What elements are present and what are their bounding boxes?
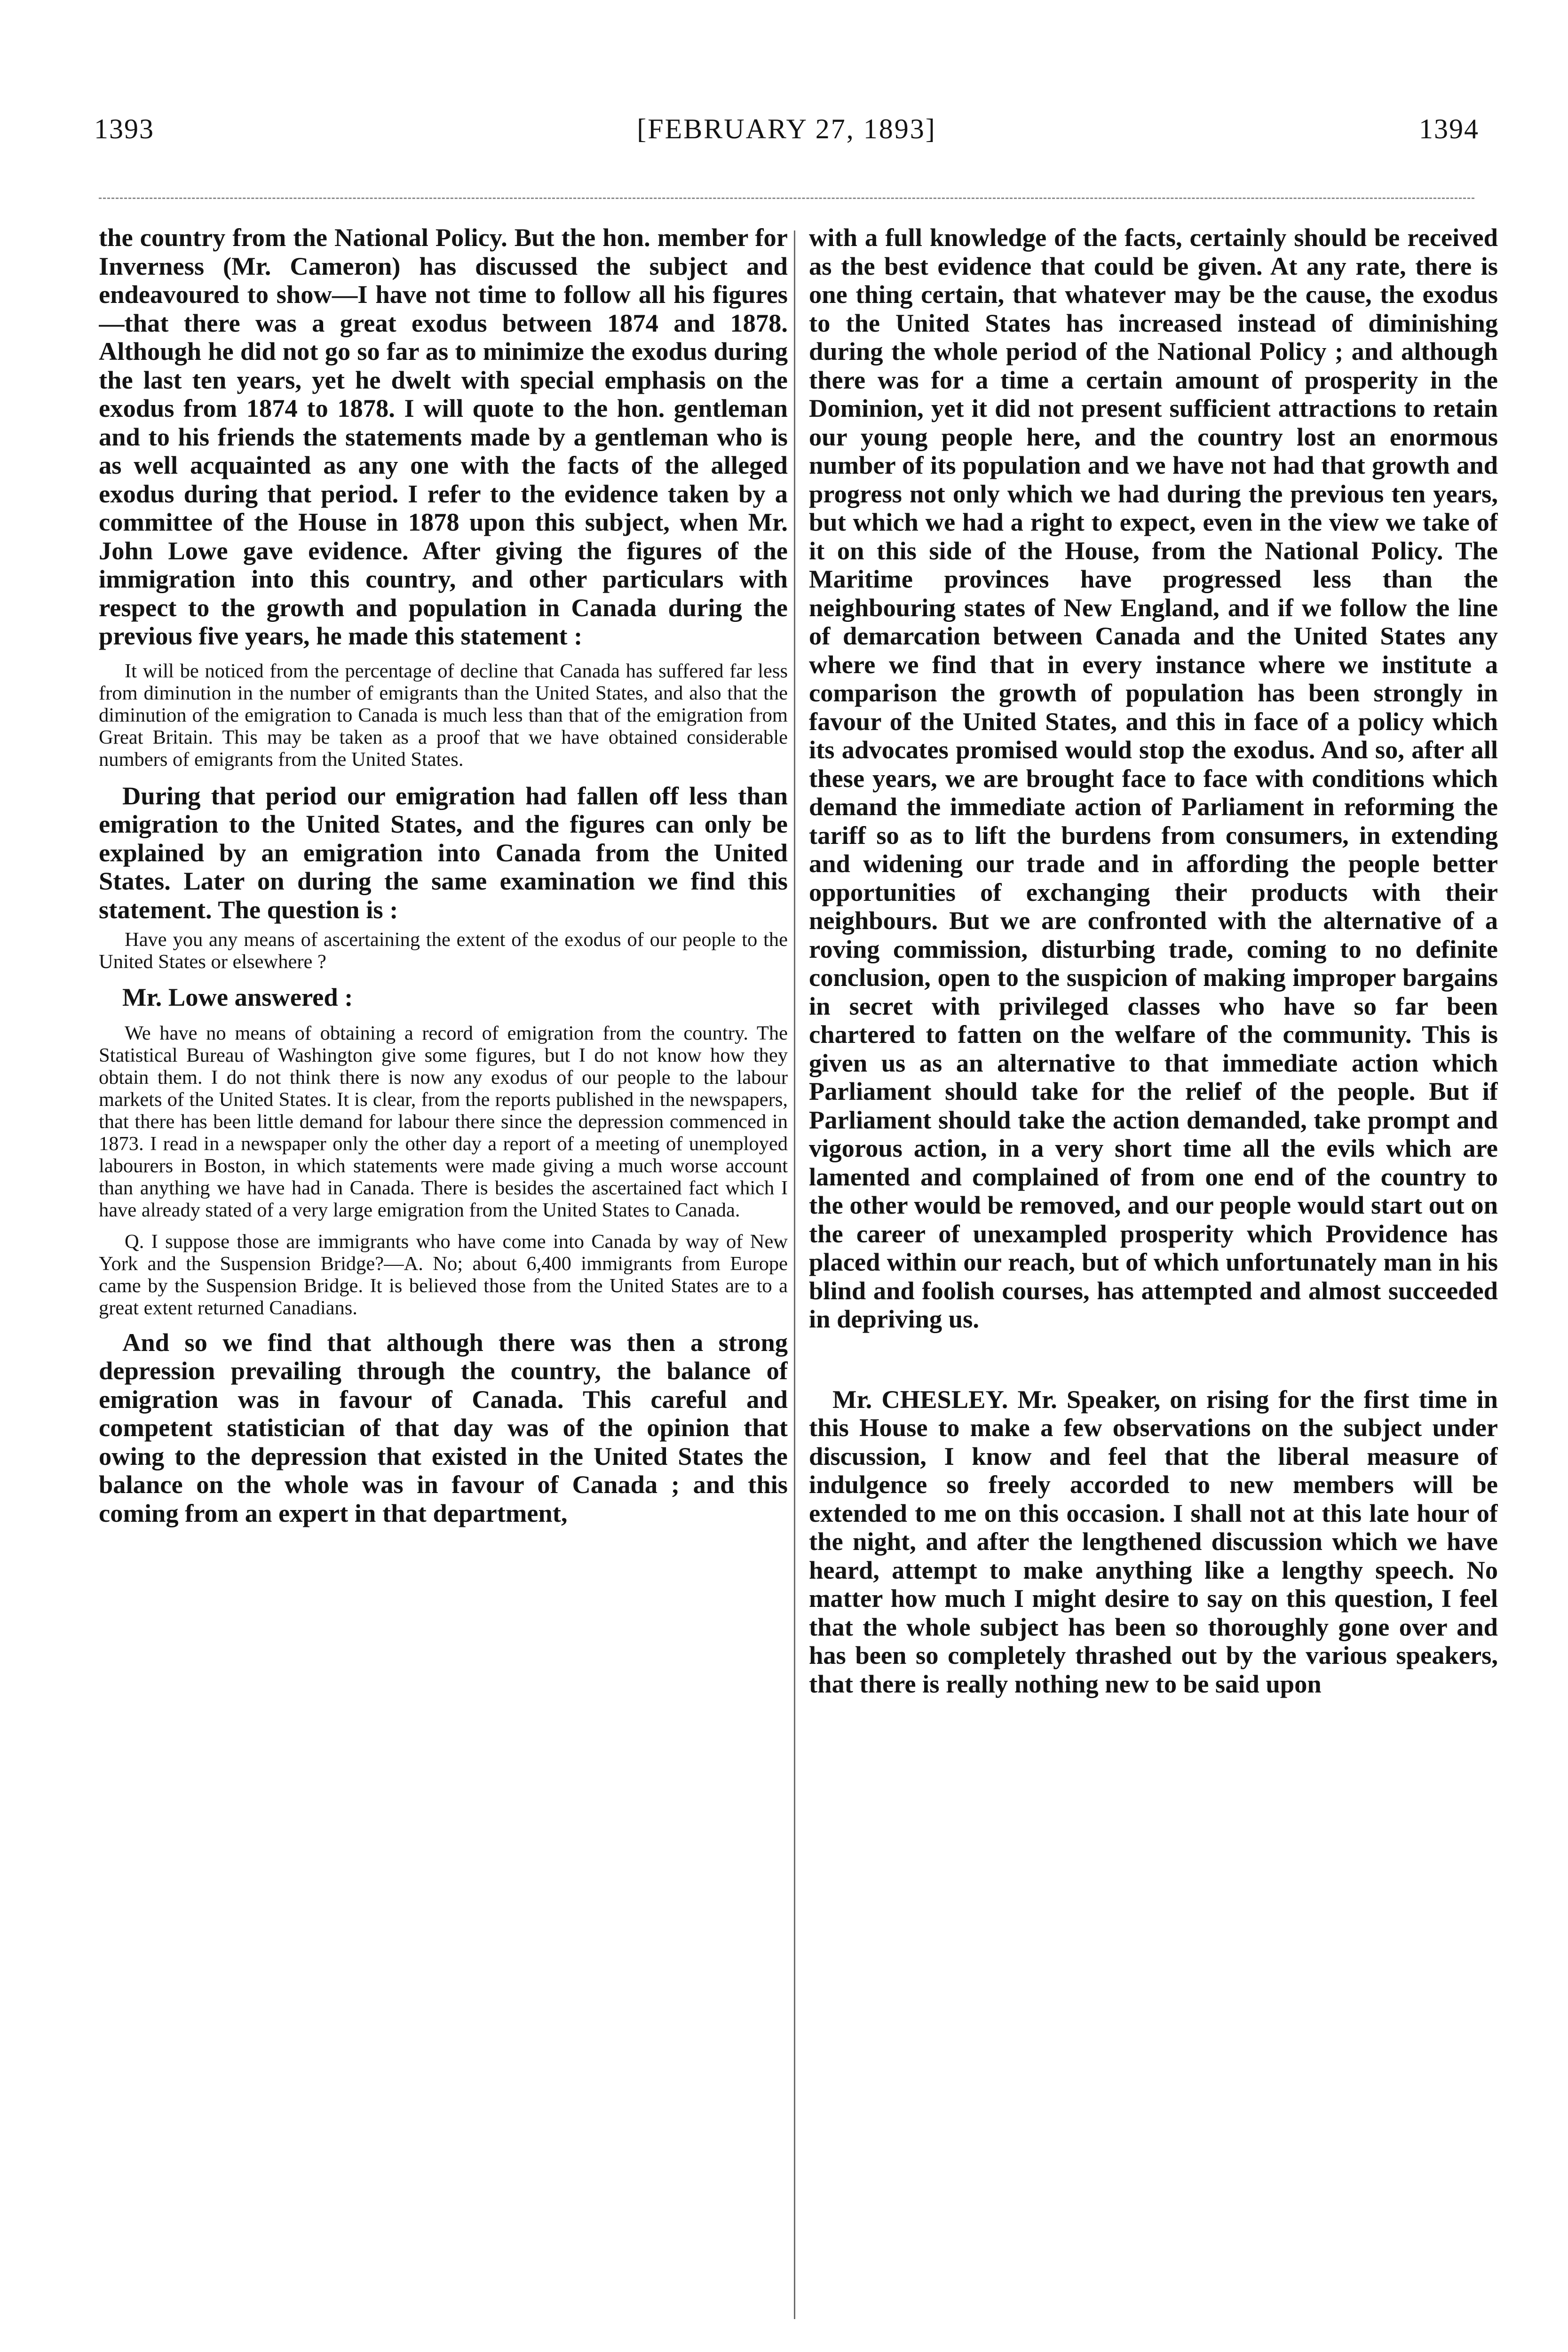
quote-qa: Q. I suppose those are immigrants who have come into Canada by way of New York and the Suspension Bridge?—A. No; about 6,400 immigrants from Europe came by the Suspension Bridge. It is believed those from the United States are to a great extent returned Canadians. (99, 1230, 788, 1319)
column-divider (794, 230, 795, 2319)
quote-lowe-answer: We have no means of obtaining a record of emigration from the country. The Statistical Bureau of Washington give some figures, but I do not know how they obtain them. I do not think there is now any exodus of our people to the labour markets of the United States. It is clear, from the reports published in the newspapers, that there has been little demand for labour there since the depression commenced in 1873. I read in a newspaper only the other day a report of a meeting of unemployed labourers in Boston, in which statements were made giving a much worse account than anything we have had in Canada. There is besides the ascertained fact which I have already stated of a very large emigration from the United States to Canada. (99, 1022, 788, 1221)
left-paragraph-2: During that period our emigration had fallen off less than emigration to the United States, and the figures can only be explained by an emigration into Canada from the United States. Later on during the same examination we find this statement. The question is : (99, 781, 788, 924)
right-paragraph-chesley: Mr. CHESLEY. Mr. Speaker, on rising for the first time in this House to make a few observations on the subject under discussion, I know and feel that the liberal measure of indulgence so freely accorded to new members will be extended to me on this occasion. I shall not at this late hour of the night, and after the lengthened discussion which we have heard, attempt to make anything like a lengthy speech. No matter how much I might desire to say on this question, I feel that the whole subject has been so thoroughly gone over and has been so completely thrashed out by the various speakers, that there is really nothing new to be said upon (809, 1384, 1498, 1698)
page-number-left: 1393 (94, 113, 154, 144)
left-paragraph-4: And so we find that although there was then a strong depression prevailing through the country, the balance of emigration was in favour of Canada. This careful and competent statistician of that day was of the opinion that owing to the depression that existed in the United States the balance on the whole was in favour of Canada ; and this coming from an expert in that department, (99, 1327, 788, 1527)
left-paragraph-1: the country from the National Policy. But the hon. member for Inverness (Mr. Cameron) has discussed the subject and endeavoured to show—I have not time to follow all his figures—that there was a great exodus between 1874 and 1878. Although he did not go so far as to minimize the exodus during the last ten years, yet he dwelt with special emphasis on the exodus from 1874 to 1878. I will quote to the hon. gentleman and to his friends the statements made by a gentleman who is as well acquainted as any one with the facts of the alleged exodus during that period. I refer to the evidence taken by a committee of the House in 1878 upon this subject, when Mr. John Lowe gave evidence. After giving the figures of the immigration into this country, and other particulars with respect to the growth and population in Canada during the previous five years, he made this statement : (99, 223, 788, 650)
page-header (94, 113, 1479, 155)
left-column (99, 223, 788, 2326)
left-paragraph-3: Mr. Lowe answered : (122, 983, 353, 1011)
header-rule (99, 198, 1474, 199)
quote-question: Have you any means of ascertaining the extent of the exodus of our people to the United States or elsewhere ? (99, 929, 788, 973)
right-column (809, 223, 1498, 2326)
right-paragraph-1: with a full knowledge of the facts, certainly should be received as the best evidence that could be given. At any rate, there is one thing certain, that whatever may be the cause, the exodus to the United States has increased instead of diminishing during the whole period of the National Policy ; and although there was for a time a certain amount of prosperity in the Dominion, yet it did not present sufficient attractions to retain our young people here, and the country lost an enormous number of its population and we have not had that growth and progress not only which we had during the previous ten years, but which we had a right to expect, even in the view we take of it on this side of the House, from the National Policy. The Maritime provinces have progressed less than the neighbouring states of New England, and if we follow the line of demarcation between Canada and the United States any where we find that in every instance where we institute a comparison the growth of population has been strongly in favour of the United States, and this in face of a policy which its advocates promised would stop the exodus. And so, after all these years, we are brought face to face with conditions which demand the immediate action of Parliament in reforming the tariff so as to lift the burdens from consumers, in extending and widening our trade and in affording the people better opportunities of exchanging their products with their neighbours. But we are confronted with the alternative of a roving commission, disturbing trade, coming to no definite conclusion, open to the suspicion of making improper bargains in secret with privileged classes who have so far been chartered to fatten on the welfare of the community. This is given us as an alternative to that immediate action which Parliament should take for the relief of the people. But if Parliament should take the action demanded, take prompt and vigorous action, in a very short time all the evils which are lamented and complained of from one end of the country to the other would be removed, and our people would start out on the career of unexampled prosperity which Providence has placed within our reach, but of which unfortunately man in his blind and foolish courses, has attempted and almost succeeded in depriving us. (809, 223, 1498, 1333)
page-date: [FEBRUARY 27, 1893] (637, 113, 936, 144)
page-number-right: 1394 (1419, 113, 1479, 144)
quote-lowe-statement: It will be noticed from the percentage of decline that Canada has suffered far less from diminution in the number of emigrants than the United States, and also that the diminution of the emigration to Canada is much less than that of the emigration from Great Britain. This may be taken as a proof that we have obtained considerable numbers of emigrants from the United States. (99, 660, 788, 771)
